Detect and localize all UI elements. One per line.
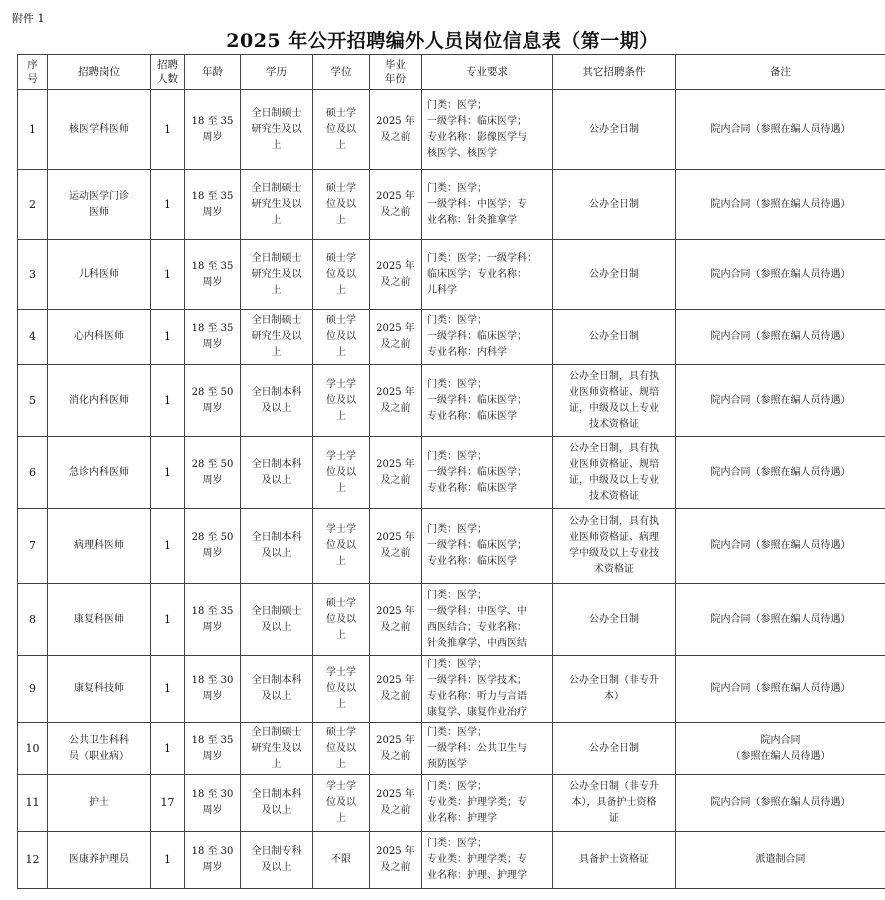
header-age: 年龄	[185, 55, 241, 90]
cell-major: 门类：医学； 一级学科：中医学、中 西医结合；专业名称： 针灸推拿学、中西医结	[422, 584, 553, 656]
table-row	[18, 310, 885, 365]
cell-education: 全日制本科 及以上	[241, 437, 313, 509]
cell-education: 全日制硕士 研究生及以 上	[241, 723, 313, 775]
cell-major: 门类：医学； 专业类：护理学类；专 业名称：护理、护理学	[422, 832, 553, 889]
cell-remark: 派遣制合同	[676, 832, 885, 889]
header-row	[18, 55, 885, 90]
cell-count: 1	[151, 365, 185, 437]
table-row	[18, 240, 885, 310]
cell-seq: 11	[18, 775, 48, 832]
cell-count: 17	[151, 775, 185, 832]
cell-other: 公办全日制，具有执 业医师资格证、规培 证，中级及以上专业 技术资格证	[553, 437, 676, 509]
cell-grad-year: 2025 年 及之前	[370, 310, 422, 365]
cell-count: 1	[151, 723, 185, 775]
cell-education: 全日制本科 及以上	[241, 365, 313, 437]
cell-count: 1	[151, 832, 185, 889]
cell-education: 全日制专科 及以上	[241, 832, 313, 889]
cell-degree: 不限	[313, 832, 370, 889]
cell-count: 1	[151, 437, 185, 509]
cell-age: 18 至 30 周岁	[185, 656, 241, 723]
cell-major: 门类：医学； 一级学科：公共卫生与 预防医学	[422, 723, 553, 775]
cell-seq: 2	[18, 170, 48, 240]
cell-major: 门类：医学； 一级学科：临床医学； 专业名称：临床医学	[422, 437, 553, 509]
table-row	[18, 584, 885, 656]
cell-age: 18 至 35 周岁	[185, 240, 241, 310]
cell-other: 公办全日制	[553, 310, 676, 365]
cell-count: 1	[151, 656, 185, 723]
cell-degree: 学士学 位及以 上	[313, 509, 370, 584]
cell-major: 门类：医学； 一级学科：临床医学； 专业名称：临床医学	[422, 509, 553, 584]
cell-position: 医康养护理员	[48, 832, 151, 889]
cell-grad-year: 2025 年 及之前	[370, 437, 422, 509]
cell-grad-year: 2025 年 及之前	[370, 170, 422, 240]
cell-age: 18 至 35 周岁	[185, 584, 241, 656]
table-row	[18, 437, 885, 509]
cell-age: 18 至 30 周岁	[185, 775, 241, 832]
cell-major: 门类：医学； 一级学科：中医学；专 业名称：针灸推拿学	[422, 170, 553, 240]
cell-major: 门类：医学； 一级学科：临床医学； 专业名称：内科学	[422, 310, 553, 365]
cell-other: 公办全日制，具有执 业医师资格证、病理 学中级及以上专业技 术资格证	[553, 509, 676, 584]
cell-grad-year: 2025 年 及之前	[370, 656, 422, 723]
cell-position: 儿科医师	[48, 240, 151, 310]
table-row	[18, 170, 885, 240]
cell-education: 全日制硕士 研究生及以 上	[241, 170, 313, 240]
cell-degree: 硕士学 位及以 上	[313, 90, 370, 170]
cell-seq: 5	[18, 365, 48, 437]
cell-grad-year: 2025 年 及之前	[370, 832, 422, 889]
cell-education: 全日制硕士 研究生及以 上	[241, 310, 313, 365]
cell-remark: 院内合同 （参照在编人员待遇）	[676, 723, 885, 775]
cell-other: 公办全日制	[553, 240, 676, 310]
table-row	[18, 723, 885, 775]
cell-major: 门类：医学；一级学科： 临床医学；专业名称： 儿科学	[422, 240, 553, 310]
cell-grad-year: 2025 年 及之前	[370, 240, 422, 310]
cell-grad-year: 2025 年 及之前	[370, 584, 422, 656]
cell-remark: 院内合同（参照在编人员待遇）	[676, 437, 885, 509]
table-row	[18, 775, 885, 832]
cell-age: 18 至 35 周岁	[185, 170, 241, 240]
cell-seq: 3	[18, 240, 48, 310]
cell-position: 消化内科医师	[48, 365, 151, 437]
cell-count: 1	[151, 90, 185, 170]
cell-degree: 学士学 位及以 上	[313, 656, 370, 723]
cell-count: 1	[151, 509, 185, 584]
header-count: 招聘 人数	[151, 55, 185, 90]
cell-grad-year: 2025 年 及之前	[370, 509, 422, 584]
cell-education: 全日制本科 及以上	[241, 509, 313, 584]
cell-count: 1	[151, 170, 185, 240]
cell-other: 公办全日制	[553, 584, 676, 656]
cell-age: 18 至 35 周岁	[185, 90, 241, 170]
cell-age: 28 至 50 周岁	[185, 437, 241, 509]
cell-education: 全日制本科 及以上	[241, 656, 313, 723]
cell-position: 运动医学门诊 医师	[48, 170, 151, 240]
cell-education: 全日制硕士 研究生及以 上	[241, 90, 313, 170]
cell-remark: 院内合同（参照在编人员待遇）	[676, 240, 885, 310]
cell-other: 具备护士资格证	[553, 832, 676, 889]
header-other: 其它招聘条件	[553, 55, 676, 90]
cell-grad-year: 2025 年 及之前	[370, 775, 422, 832]
cell-education: 全日制硕士 研究生及以 上	[241, 240, 313, 310]
cell-major: 门类：医学； 一级学科：医学技术； 专业名称：听力与言语 康复学、康复作业治疗	[422, 656, 553, 723]
attachment-label: 附件 1	[12, 12, 45, 25]
cell-seq: 9	[18, 656, 48, 723]
table-row	[18, 656, 885, 723]
cell-remark: 院内合同（参照在编人员待遇）	[676, 310, 885, 365]
cell-seq: 6	[18, 437, 48, 509]
cell-position: 康复科医师	[48, 584, 151, 656]
cell-degree: 硕士学 位及以 上	[313, 170, 370, 240]
cell-remark: 院内合同（参照在编人员待遇）	[676, 90, 885, 170]
cell-major: 门类：医学； 专业类：护理学类；专 业名称：护理学	[422, 775, 553, 832]
cell-other: 公办全日制，具有执 业医师资格证、规培 证，中级及以上专业 技术资格证	[553, 365, 676, 437]
cell-age: 18 至 35 周岁	[185, 723, 241, 775]
cell-age: 18 至 35 周岁	[185, 310, 241, 365]
cell-major: 门类：医学； 一级学科：临床医学； 专业名称：临床医学	[422, 365, 553, 437]
table-row	[18, 90, 885, 170]
header-education: 学历	[241, 55, 313, 90]
cell-seq: 7	[18, 509, 48, 584]
cell-age: 28 至 50 周岁	[185, 509, 241, 584]
cell-seq: 10	[18, 723, 48, 775]
page-title: 2025 年公开招聘编外人员岗位信息表（第一期）	[226, 30, 659, 52]
cell-education: 全日制硕士 及以上	[241, 584, 313, 656]
cell-remark: 院内合同（参照在编人员待遇）	[676, 509, 885, 584]
cell-count: 1	[151, 584, 185, 656]
cell-other: 公办全日制	[553, 90, 676, 170]
cell-remark: 院内合同（参照在编人员待遇）	[676, 365, 885, 437]
cell-degree: 学士学 位及以 上	[313, 365, 370, 437]
cell-remark: 院内合同（参照在编人员待遇）	[676, 775, 885, 832]
table-row	[18, 832, 885, 889]
cell-seq: 4	[18, 310, 48, 365]
cell-grad-year: 2025 年 及之前	[370, 365, 422, 437]
cell-seq: 1	[18, 90, 48, 170]
cell-position: 急诊内科医师	[48, 437, 151, 509]
cell-degree: 硕士学 位及以 上	[313, 584, 370, 656]
cell-position: 病理科医师	[48, 509, 151, 584]
cell-grad-year: 2025 年 及之前	[370, 723, 422, 775]
cell-degree: 学士学 位及以 上	[313, 437, 370, 509]
cell-other: 公办全日制（非专升 本）	[553, 656, 676, 723]
cell-seq: 12	[18, 832, 48, 889]
cell-grad-year: 2025 年 及之前	[370, 90, 422, 170]
cell-position: 公共卫生科科 员（职业病）	[48, 723, 151, 775]
cell-degree: 硕士学 位及以 上	[313, 723, 370, 775]
header-remark: 备注	[676, 55, 885, 90]
cell-education: 全日制本科 及以上	[241, 775, 313, 832]
cell-remark: 院内合同（参照在编人员待遇）	[676, 656, 885, 723]
positions-table	[17, 54, 885, 889]
header-seq: 序 号	[18, 55, 48, 90]
cell-count: 1	[151, 310, 185, 365]
cell-other: 公办全日制（非专升 本），具备护士资格 证	[553, 775, 676, 832]
table-row	[18, 365, 885, 437]
cell-degree: 学士学 位及以 上	[313, 775, 370, 832]
cell-age: 18 至 30 周岁	[185, 832, 241, 889]
cell-major: 门类：医学； 一级学科：临床医学； 专业名称：影像医学与 核医学、核医学	[422, 90, 553, 170]
cell-other: 公办全日制	[553, 723, 676, 775]
cell-age: 28 至 50 周岁	[185, 365, 241, 437]
cell-position: 心内科医师	[48, 310, 151, 365]
cell-position: 护士	[48, 775, 151, 832]
cell-remark: 院内合同（参照在编人员待遇）	[676, 170, 885, 240]
cell-seq: 8	[18, 584, 48, 656]
table-row	[18, 509, 885, 584]
cell-count: 1	[151, 240, 185, 310]
cell-position: 核医学科医师	[48, 90, 151, 170]
header-grad-year: 毕业 年份	[370, 55, 422, 90]
cell-position: 康复科技师	[48, 656, 151, 723]
cell-remark: 院内合同（参照在编人员待遇）	[676, 584, 885, 656]
header-position: 招聘岗位	[48, 55, 151, 90]
cell-degree: 硕士学 位及以 上	[313, 240, 370, 310]
cell-degree: 硕士学 位及以 上	[313, 310, 370, 365]
header-degree: 学位	[313, 55, 370, 90]
header-major: 专业要求	[422, 55, 553, 90]
cell-other: 公办全日制	[553, 170, 676, 240]
